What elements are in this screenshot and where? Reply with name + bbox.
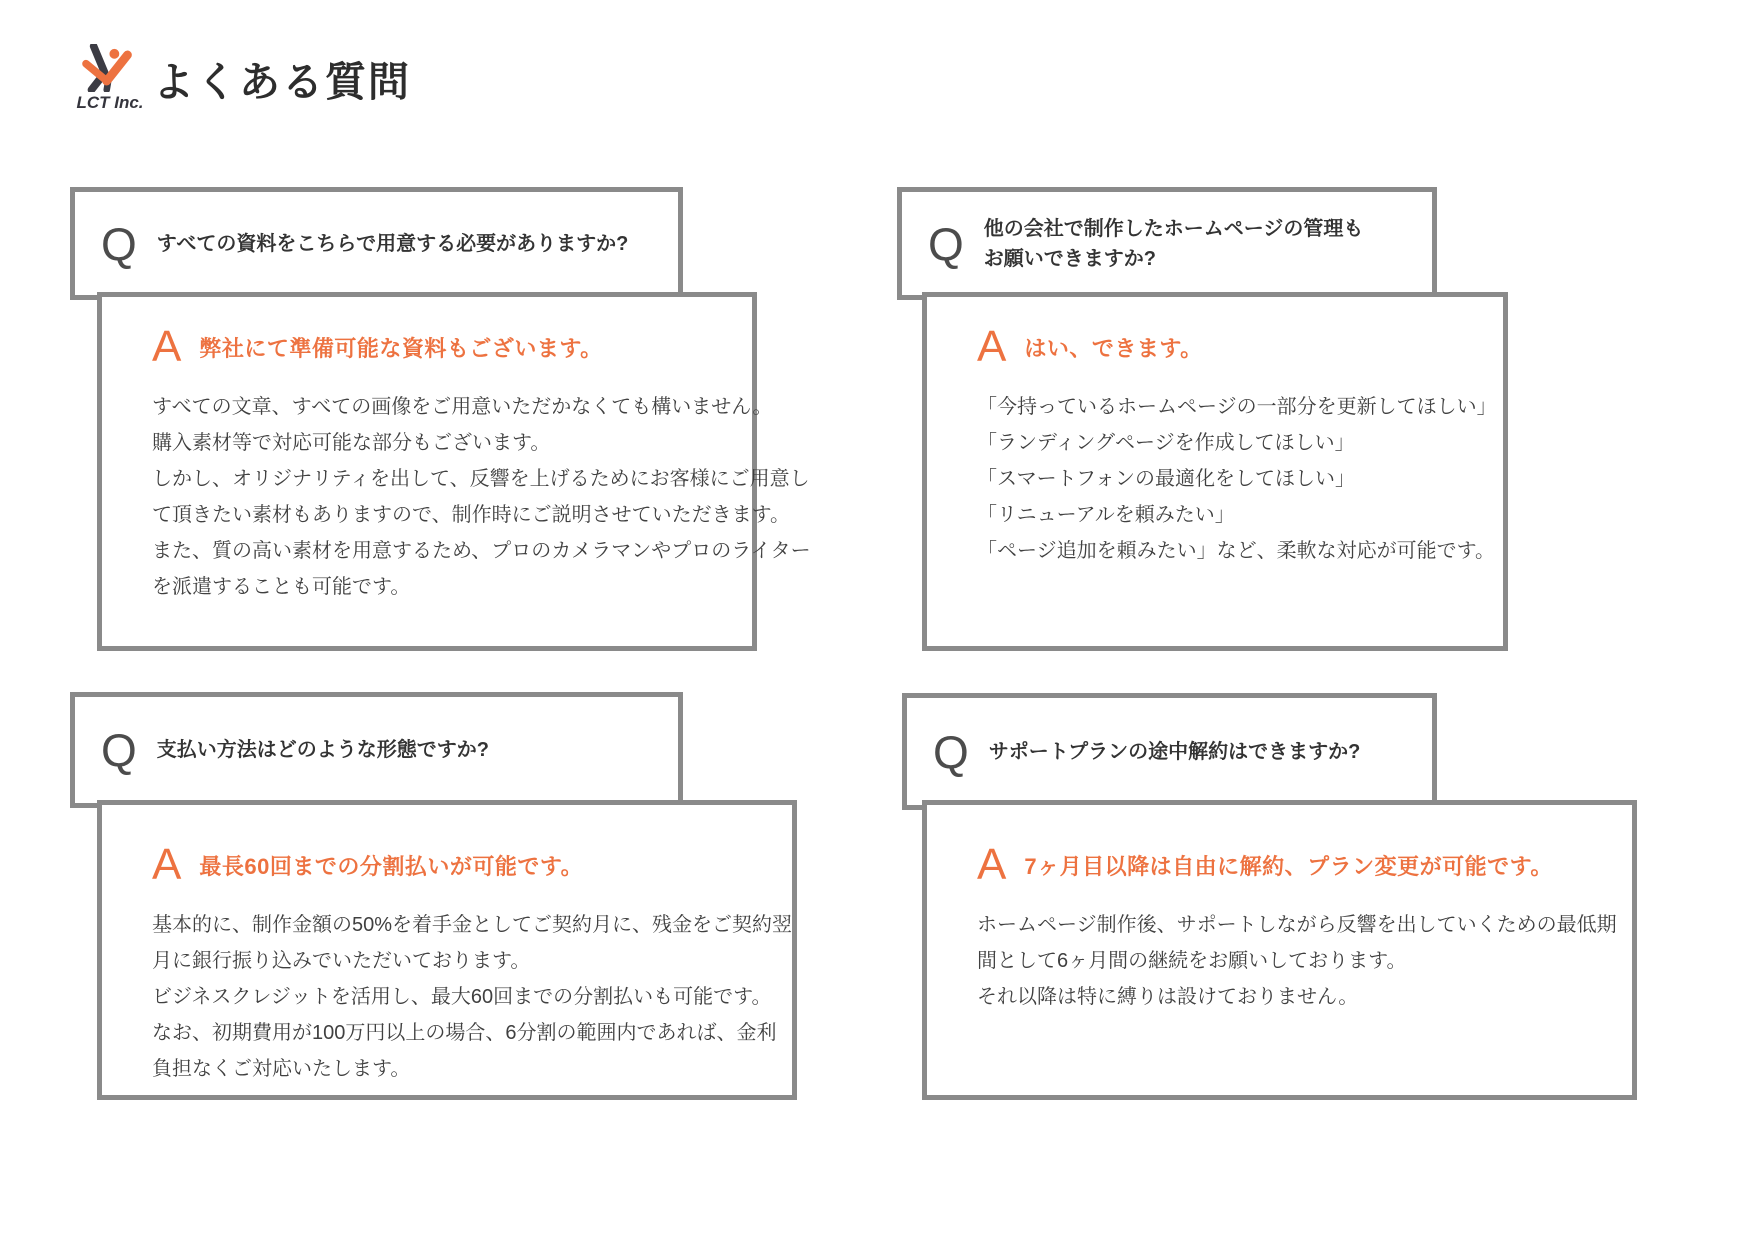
question-text: すべての資料をこちらで用意する必要がありますか? bbox=[156, 232, 629, 255]
answer-mark: A bbox=[152, 840, 182, 889]
answer-body: 「今持っているホームページの一部分を更新してほしい」 「ランディングページを作成してほしい」 「スマートフォンの最適化をしてほしい」 「リニューアルを頼みたい」 「ページ追加を頼みたい」など、柔軟な対応が可能です。 bbox=[977, 396, 1497, 562]
answer-mark: A bbox=[977, 322, 1007, 371]
answer-title: はい、できます。 bbox=[1024, 335, 1203, 361]
answer-box-1 bbox=[97, 292, 811, 651]
answer-body: 基本的に、制作金額の50%を着手金としてご契約月に、残金をご契約翌 月に銀行振り込みでいただいております。 ビジネスクレジットを活用し、最大60回までの分割払いも可能です。 なお、初期費用が100万円以上の場合、6分割の範囲内であれば、金利 負担なくご対応いたします。 bbox=[152, 914, 793, 1080]
question-mark: Q bbox=[933, 725, 969, 778]
answer-title: 弊社にて準備可能な資料もございます。 bbox=[199, 335, 603, 361]
jumping-person-icon bbox=[74, 44, 146, 92]
answer-title: 最長60回までの分割払いが可能です。 bbox=[199, 853, 584, 879]
logo-text: LCT Inc. bbox=[76, 93, 144, 112]
page-title: よくある質問 bbox=[153, 59, 411, 105]
question-box-3 bbox=[70, 692, 683, 808]
question-text: 支払い方法はどのような形態ですか? bbox=[156, 739, 489, 761]
answer-box-4 bbox=[922, 800, 1637, 1100]
logo bbox=[62, 44, 158, 113]
answer-box-2 bbox=[922, 292, 1508, 651]
answer-mark: A bbox=[152, 322, 182, 371]
answer-box-3 bbox=[97, 800, 797, 1100]
answer-body: すべての文章、すべての画像をご用意いただかなくても構いません。 購入素材等で対応可能な部分もございます。 しかし、オリジナリティを出して、反響を上げるためにお客様にご用意し て頂きたい素材もありますので、制作時にご説明させていただきます。 また、質の高い素材を用意するため、プロのカメラマンやプロのライター を派遣することも可能です。 bbox=[152, 396, 811, 598]
question-mark: Q bbox=[101, 217, 137, 270]
question-text: サポートプランの途中解約はできますか? bbox=[988, 740, 1361, 763]
answer-body: ホームページ制作後、サポートしながら反響を出していくための最低期 間として6ヶ月間の継続をお願いしております。 それ以降は特に縛りは設けておりません。 bbox=[977, 914, 1617, 1008]
answer-mark: A bbox=[977, 840, 1007, 889]
question-box-4 bbox=[902, 693, 1437, 810]
question-text: 他の会社で制作したホームページの管理も お願いできますか? bbox=[983, 217, 1364, 270]
question-box-2 bbox=[897, 187, 1437, 300]
question-mark: Q bbox=[928, 217, 964, 270]
answer-title: 7ヶ月目以降は自由に解約、プラン変更が可能です。 bbox=[1024, 853, 1553, 879]
question-box-1 bbox=[70, 187, 683, 300]
question-mark: Q bbox=[101, 724, 137, 776]
